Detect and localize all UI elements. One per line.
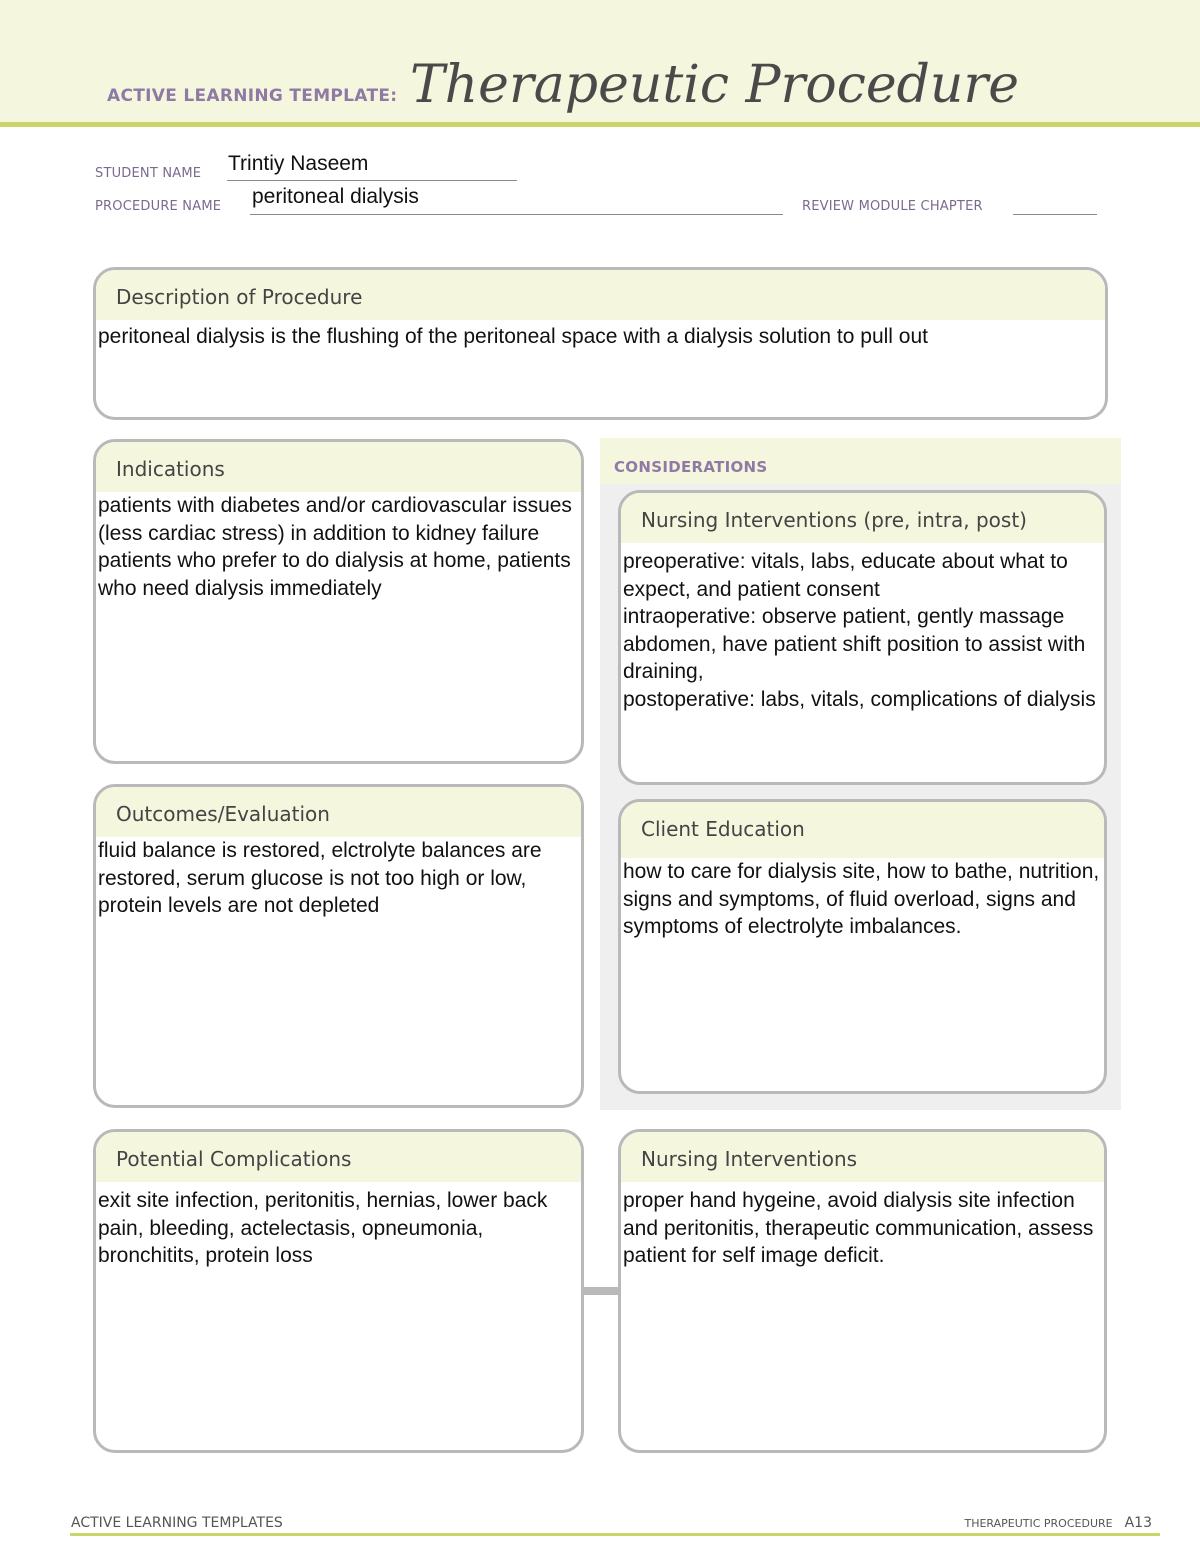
footer-right [964,1515,1152,1531]
nursing-interventions-box [618,1129,1107,1453]
client-education-box [618,799,1107,1094]
complications-text[interactable]: exit site infection, peritonitis, hernias, lower back pain, bleeding, actelectasis, opneumonia, bronchitits, protein loss [98,1189,548,1267]
intraoperative-line: intraoperative: observe patient, gently massage abdomen, have patient shift position to assist with draining, [623,605,1086,683]
procedure-name-line [250,214,783,215]
outcomes-heading: Outcomes/Evaluation [96,787,581,837]
procedure-name-field[interactable]: peritoneal dialysis [252,185,419,208]
review-module-label: REVIEW MODULE CHAPTER [802,199,983,214]
template-label: ACTIVE LEARNING TEMPLATE: [107,86,398,106]
footer-section: THERAPEUTIC PROCEDURE [964,1517,1113,1530]
student-name-line [227,180,517,181]
nursing-interventions-ppp-heading: Nursing Interventions (pre, intra, post) [621,493,1104,543]
description-box [93,267,1108,420]
box-connector [582,1287,620,1295]
nursing-interventions-heading: Nursing Interventions [621,1132,1104,1182]
footer-rule [70,1533,1160,1536]
indications-box [93,439,584,764]
description-heading: Description of Procedure [96,270,1105,320]
preoperative-line: preoperative: vitals, labs, educate about what to expect, and patient consent [623,550,1068,601]
footer-left: ACTIVE LEARNING TEMPLATES [71,1515,283,1531]
template-title: Therapeutic Procedure [410,55,1019,115]
student-name-field[interactable]: Trintiy Naseem [228,152,369,175]
indications-text[interactable]: patients with diabetes and/or cardiovascular issues (less cardiac stress) in addition to kidney failure patients who prefer to do dialysis at home, patients who need dialysis immediately [98,494,572,600]
header-rule [0,122,1200,127]
page-number: A13 [1124,1515,1152,1531]
procedure-name-label: PROCEDURE NAME [95,199,222,214]
student-name-label: STUDENT NAME [95,166,202,181]
nursing-interventions-ppp-box [618,490,1107,785]
indications-heading: Indications [96,442,581,492]
complications-heading: Potential Complications [96,1132,581,1182]
nursing-interventions-text[interactable]: proper hand hygeine, avoid dialysis site infection and peritonitis, therapeutic communication, assess patient for self image deficit. [623,1189,1094,1267]
outcomes-box [93,784,584,1108]
review-module-line [1013,214,1097,215]
considerations-label: CONSIDERATIONS [614,458,768,476]
description-text[interactable]: peritoneal dialysis is the flushing of the peritoneal space with a dialysis solution to pull out [98,325,928,348]
nursing-interventions-ppp-text[interactable] [621,543,1104,713]
postoperative-line: postoperative: labs, vitals, complications of dialysis [623,687,1096,711]
client-education-text[interactable]: how to care for dialysis site, how to bathe, nutrition, signs and symptoms, of fluid overload, signs and symptoms of electrolyte imbalances. [623,860,1100,938]
client-education-heading: Client Education [621,802,1104,858]
complications-box [93,1129,584,1453]
outcomes-text[interactable]: fluid balance is restored, elctrolyte balances are restored, serum glucose is not too high or low, protein levels are not depleted [98,839,542,917]
